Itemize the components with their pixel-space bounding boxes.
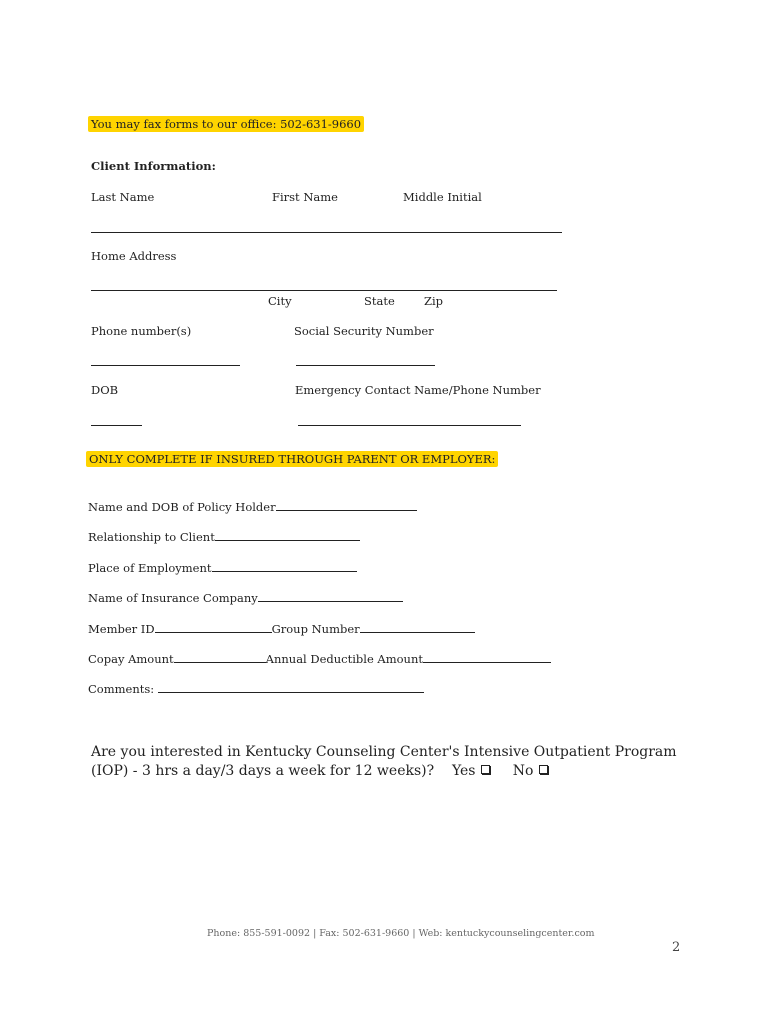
emergency-label: Emergency Contact Name/Phone Number (295, 383, 541, 397)
name-field-line[interactable] (91, 232, 562, 233)
insurance-heading: ONLY COMPLETE IF INSURED THROUGH PARENT OR EMPLOYER: (86, 452, 498, 466)
middle-initial-label: Middle Initial (403, 190, 482, 204)
iop-yes-label: Yes (451, 763, 476, 779)
deductible-field[interactable] (423, 652, 551, 663)
zip-label: Zip (424, 294, 444, 308)
page-number: 2 (672, 940, 681, 955)
policy-holder-field[interactable] (276, 500, 417, 511)
relationship-field[interactable] (215, 530, 360, 541)
employment-field[interactable] (212, 561, 357, 572)
ssn-field-line[interactable] (296, 365, 435, 366)
phone-field-line[interactable] (91, 365, 240, 366)
insurance-company-row: Name of Insurance Company (88, 591, 403, 605)
client-info-heading: Client Information: (91, 159, 216, 173)
policy-holder-row: Name and DOB of Policy Holder (88, 500, 417, 514)
city-label: City (268, 294, 292, 308)
last-name-label: Last Name (91, 190, 155, 204)
dob-field-line[interactable] (91, 425, 142, 426)
copay-deductible-row: Copay Amount Annual Deductible Amount (88, 652, 551, 666)
state-label: State (364, 294, 395, 308)
iop-question: Are you interested in Kentucky Counseling Center's Intensive Outpatient Program (IOP) - 3 hrs a day/3 days a week for 12 weeks)? Yes No (91, 744, 677, 779)
iop-no-checkbox[interactable] (539, 765, 548, 774)
iop-yes-checkbox[interactable] (481, 765, 490, 774)
comments-field[interactable] (158, 682, 424, 693)
dob-label: DOB (91, 383, 119, 397)
home-address-label: Home Address (91, 249, 177, 263)
footer-contact: Phone: 855-591-0092 | Fax: 502-631-9660 | Web: kentuckycounselingcenter.com (207, 928, 595, 939)
copay-field[interactable] (174, 652, 266, 663)
member-group-row: Member ID Group Number (88, 622, 475, 636)
insurance-company-field[interactable] (258, 591, 403, 602)
fax-notice: You may fax forms to our office: 502-631-9660 (88, 117, 364, 131)
relationship-row: Relationship to Client (88, 530, 360, 544)
ssn-label: Social Security Number (294, 324, 434, 338)
emergency-field-line[interactable] (298, 425, 521, 426)
employment-row: Place of Employment (88, 561, 357, 575)
comments-row: Comments: (88, 682, 424, 696)
group-number-field[interactable] (360, 622, 475, 633)
phone-label: Phone number(s) (91, 324, 192, 338)
first-name-label: First Name (272, 190, 338, 204)
iop-no-label: No (512, 763, 534, 779)
member-id-field[interactable] (155, 622, 272, 633)
address-field-line[interactable] (91, 290, 557, 291)
